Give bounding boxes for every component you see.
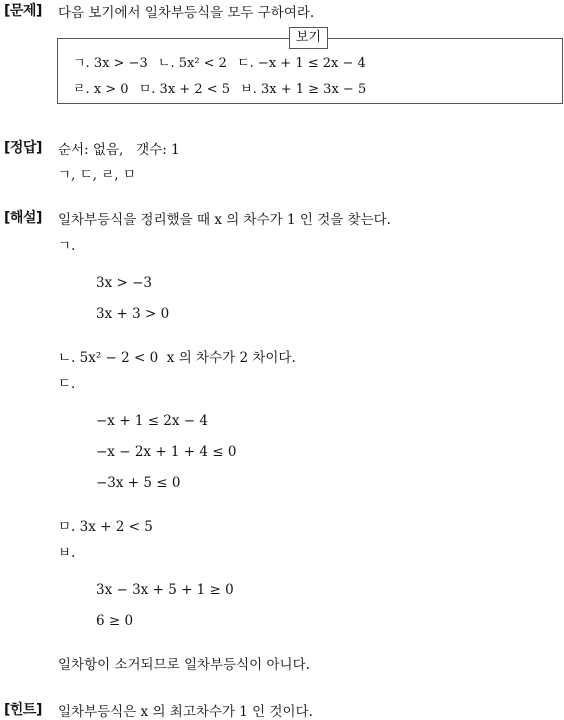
solution-m-line: ㅁ. 3x + 2 < 5 [58,519,153,535]
bogi-item-m: ㅁ. 3x + 2 < 5 [138,82,231,97]
answer-line-2: ㄱ, ㄷ, ㄹ, ㅁ [58,167,136,183]
answer-tag: [정답] [4,140,42,156]
problem-tag: [문제] [4,3,42,19]
solution-b-note: 일차항이 소거되므로 일차부등식이 아니다. [58,657,310,673]
solution-d-eq1: −x + 1 ≤ 2x − 4 [96,413,208,429]
solution-b-eq1: 3x − 3x + 5 + 1 ≥ 0 [96,582,234,598]
solution-b-label: ㅂ. [58,545,76,561]
answer-line-1: 순서: 없음, 갯수: 1 [58,142,180,158]
bogi-item-r: ㄹ. x > 0 [73,82,129,97]
solution-tag: [해설] [4,210,42,226]
bogi-item-n: ㄴ. 5x² < 2 [157,56,227,71]
hint-tag: [힌트] [4,702,42,718]
bogi-row-1 [73,52,366,71]
bogi-item-g: ㄱ. 3x > −3 [73,56,148,71]
solution-d-eq3: −3x + 5 ≤ 0 [96,475,181,491]
bogi-row-2 [73,78,366,97]
bogi-item-d: ㄷ. −x + 1 ≤ 2x − 4 [237,56,366,71]
solution-n-line: ㄴ. 5x² − 2 < 0 x 의 차수가 2 차이다. [58,350,296,366]
problem-question: 다음 보기에서 일차부등식을 모두 구하여라. [58,5,315,21]
solution-d-eq2: −x − 2x + 1 + 4 ≤ 0 [96,444,237,460]
solution-g-label: ㄱ. [58,238,76,254]
hint-text: 일차부등식은 x 의 최고차수가 1 인 것이다. [58,704,313,720]
bogi-item-b: ㅂ. 3x + 1 ≥ 3x − 5 [240,82,367,97]
solution-intro: 일차부등식을 정리했을 때 x 의 차수가 1 인 것을 찾는다. [58,212,391,228]
solution-g-eq2: 3x + 3 > 0 [96,306,170,322]
solution-g-eq1: 3x > −3 [96,275,152,291]
solution-d-label: ㄷ. [58,376,76,392]
solution-b-eq2: 6 ≥ 0 [96,613,134,629]
bogi-title: 보기 [289,27,328,49]
